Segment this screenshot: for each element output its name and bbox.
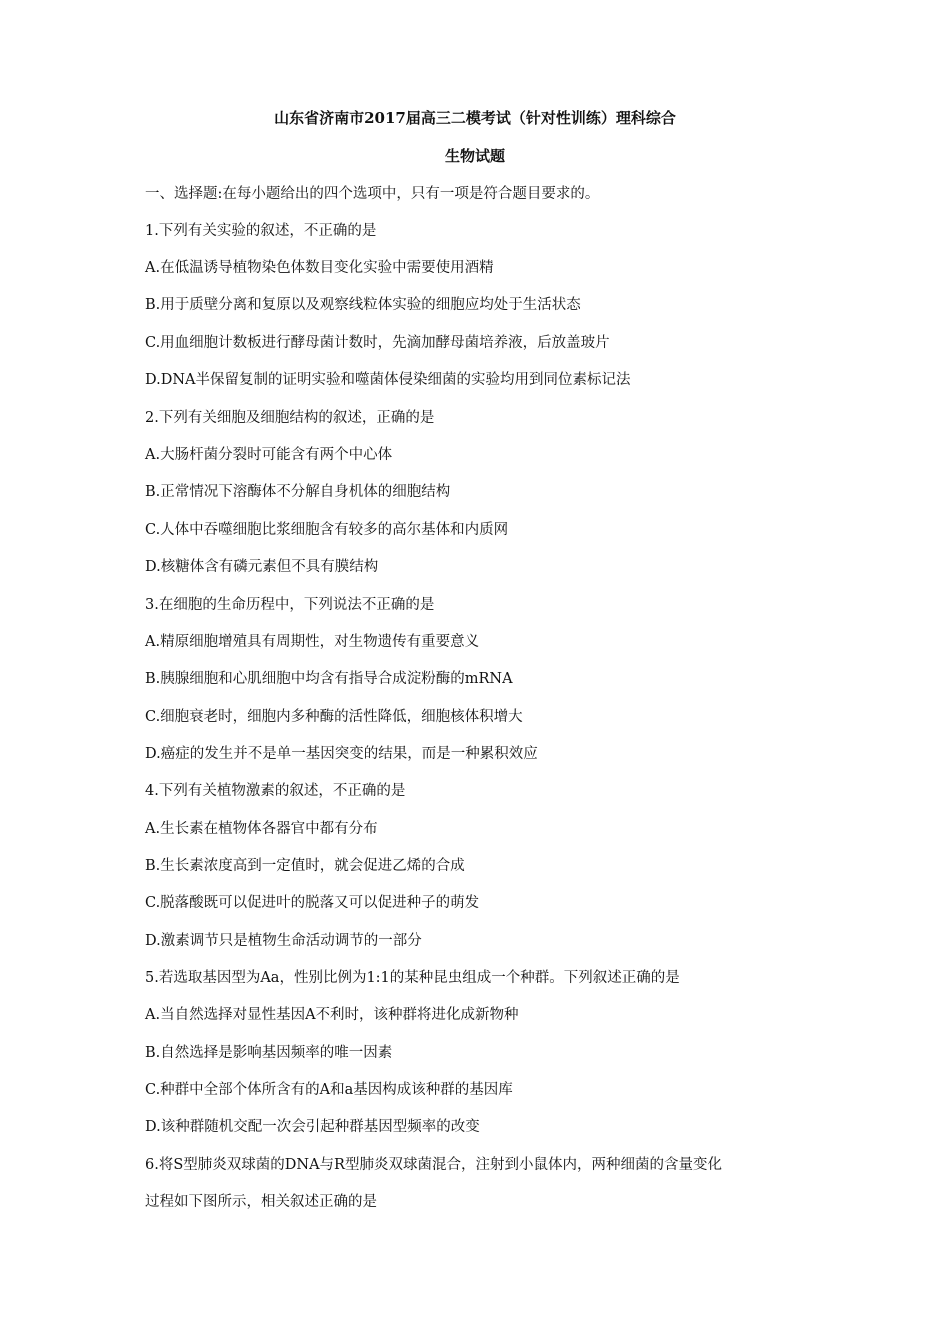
question-1-option-d: D.DNA半保留复制的证明实验和噬菌体侵染细菌的实验均用到同位素标记法 <box>145 372 631 388</box>
question-2-stem: 2.下列有关细胞及细胞结构的叙述，正确的是 <box>145 410 435 426</box>
question-2-option-b: B.正常情况下溶酶体不分解自身机体的细胞结构 <box>145 484 451 500</box>
question-2-option-d: D.核糖体含有磷元素但不具有膜结构 <box>145 559 379 575</box>
question-3-option-a: A.精原细胞增殖具有周期性，对生物遗传有重要意义 <box>145 634 480 650</box>
question-3-stem: 3.在细胞的生命历程中，下列说法不正确的是 <box>145 597 435 613</box>
section-header: 一、选择题:在每小题给出的四个选项中，只有一项是符合题目要求的。 <box>145 186 600 202</box>
question-5-option-d: D.该种群随机交配一次会引起种群基因型频率的改变 <box>145 1119 480 1135</box>
question-2-option-a: A.大肠杆菌分裂时可能含有两个中心体 <box>145 447 393 463</box>
question-3-option-b: B.胰腺细胞和心肌细胞中均含有指导合成淀粉酶的mRNA <box>145 671 513 687</box>
document-subtitle: 生物试题 <box>444 147 505 165</box>
document-title: 山东省济南市2017届高三二模考试（针对性训练）理科综合 <box>274 109 676 127</box>
question-2-option-c: C.人体中吞噬细胞比浆细胞含有较多的高尔基体和内质网 <box>145 522 509 538</box>
question-3-option-c: C.细胞衰老时，细胞内多种酶的活性降低，细胞核体积增大 <box>145 709 523 725</box>
question-6-stem-continued: 过程如下图所示，相关叙述正确的是 <box>145 1194 377 1210</box>
question-3-option-d: D.癌症的发生并不是单一基因突变的结果，而是一种累积效应 <box>145 746 538 762</box>
question-4-stem: 4.下列有关植物激素的叙述，不正确的是 <box>145 783 406 799</box>
question-1-option-b: B.用于质壁分离和复原以及观察线粒体实验的细胞应均处于生活状态 <box>145 297 581 313</box>
question-4-option-c: C.脱落酸既可以促进叶的脱落又可以促进种子的萌发 <box>145 895 480 911</box>
question-1-option-c: C.用血细胞计数板进行酵母菌计数时，先滴加酵母菌培养液，后放盖玻片 <box>145 335 610 351</box>
question-5-stem: 5.若选取基因型为Aa，性别比例为1:1的某种昆虫组成一个种群。下列叙述正确的是 <box>145 970 680 986</box>
question-1-option-a: A.在低温诱导植物染色体数目变化实验中需要使用酒精 <box>145 260 494 276</box>
question-4-option-d: D.激素调节只是植物生命活动调节的一部分 <box>145 933 422 949</box>
question-1-stem: 1.下列有关实验的叙述，不正确的是 <box>145 223 377 239</box>
question-4-option-b: B.生长素浓度高到一定值时，就会促进乙烯的合成 <box>145 858 465 874</box>
question-5-option-b: B.自然选择是影响基因频率的唯一因素 <box>145 1045 393 1061</box>
question-5-option-c: C.种群中全部个体所含有的A和a基因构成该种群的基因库 <box>145 1082 513 1098</box>
question-5-option-a: A.当自然选择对显性基因A不利时，该种群将进化成新物种 <box>145 1007 519 1023</box>
question-4-option-a: A.生长素在植物体各器官中都有分布 <box>145 821 378 837</box>
question-6-stem: 6.将S型肺炎双球菌的DNA与R型肺炎双球菌混合，注射到小鼠体内，两种细菌的含量变化 <box>145 1157 722 1173</box>
